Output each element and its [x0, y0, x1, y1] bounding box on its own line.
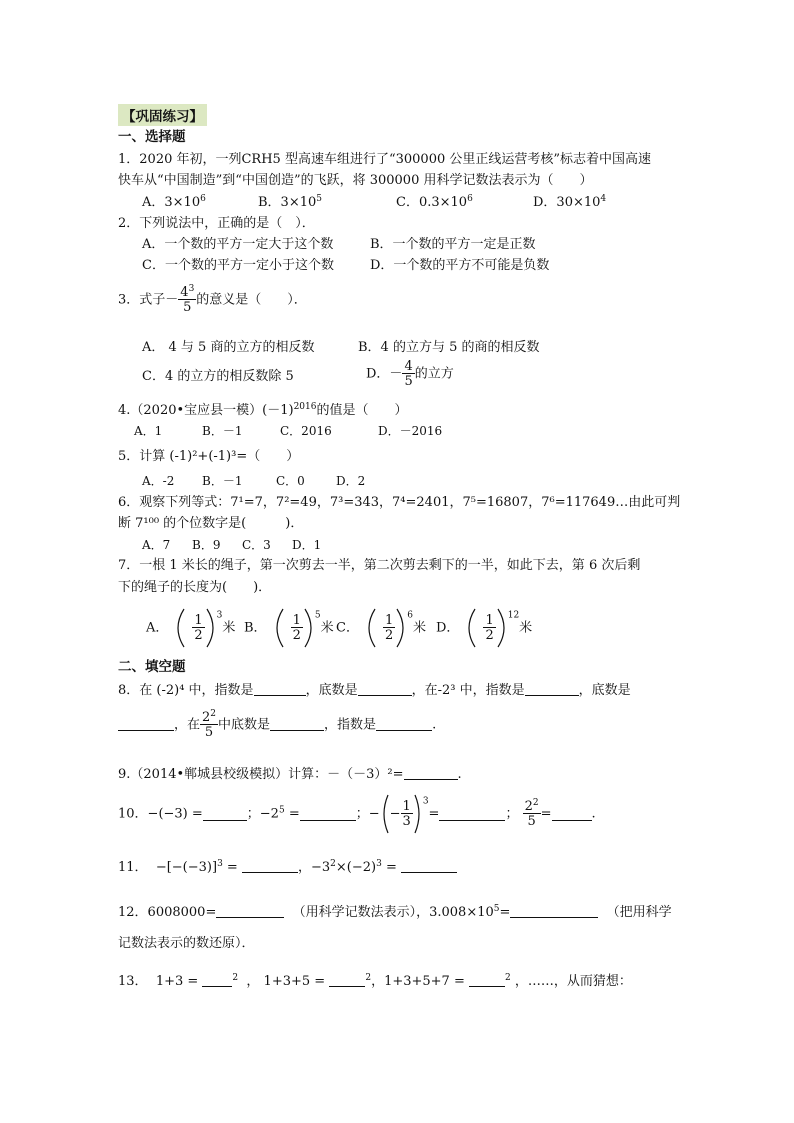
q8-blank1	[254, 683, 306, 696]
q4-option-c: C．2016	[280, 424, 332, 438]
q1-option-c: C．$0.3\times 10^6$	[396, 194, 473, 210]
q4-option-b: B．－1	[202, 424, 243, 438]
q12-line2: 记数法表示的数还原）．	[118, 936, 255, 951]
q8-blank2	[358, 683, 412, 696]
q7-option-c: C． $\frac{1}{2}$ $^6$米	[336, 606, 426, 650]
q2-option-b: B．一个数的平方一定是正数	[370, 237, 536, 252]
q1-option-d: D．$30\times 10^4$	[533, 194, 607, 210]
q11: 11． $-[-(-3)]^3$ = ，$-3^2\times(-2)^3$ =	[118, 860, 457, 874]
q2-stem: 2．下列说法中，正确的是（ ）．	[118, 216, 315, 231]
section-label: 【巩固练习】	[118, 104, 207, 126]
q8-blank4	[118, 718, 174, 731]
q13: 13． 1+3 = $^2$ ， 1+3+5 = $^2$，1+3+5+7 = $^2$ ，……，从而猜想：	[118, 973, 632, 989]
q5-stem: 5．计算 (-1)²+(-1)³=（ ）	[118, 449, 300, 464]
q5-option-b: B．－1	[202, 474, 243, 488]
q4-option-d: D．－2016	[378, 424, 443, 438]
q3-fraction: $\frac{4^3}{5}$	[180, 284, 195, 315]
q3-option-c: C．4 的立方的相反数除 5	[142, 369, 294, 384]
q6-option-c: C．3	[242, 538, 271, 552]
q2-option-a: A．一个数的平方一定大于这个数	[142, 237, 334, 252]
q9-blank	[404, 767, 458, 780]
q6-line2: 断 7¹⁰⁰ 的个位数字是( )．	[118, 516, 304, 531]
q3-stem: 3．式子－ $\frac{4^3}{5}$ 的意义是（ ）．	[118, 284, 307, 315]
q6-option-a: A．7	[142, 538, 171, 552]
q1-option-a: A．$3\times 10^6$	[142, 194, 206, 210]
q4-option-a: A．1	[134, 424, 163, 438]
q1-option-b: B．$3\times 10^5$	[258, 194, 322, 210]
part1-heading: 一、选择题	[118, 129, 186, 145]
q1-line2: 快车从“中国制造”到“中国创造”的飞跃，将 300000 用科学记数法表示为（ ）	[118, 173, 593, 188]
q7-option-a: A． $\frac{1}{2}$ $^3$米	[146, 606, 235, 650]
q2-option-d: D．一个数的平方不可能是负数	[370, 258, 550, 273]
part2-heading: 二、填空题	[118, 659, 186, 675]
q6-option-b: B．9	[192, 538, 221, 552]
q10: 10．−(−3) = ；$-2^5$ = ；− − $\frac{1}{3}$ $^3$= ； $\frac{2^2}{5}$ = .	[118, 792, 596, 836]
q5-option-a: A．-2	[142, 474, 175, 488]
q6-line1: 6．观察下列等式：7¹=7，7²=49，7³=343，7⁴=2401，7⁵=16807，7⁶=117649…由此可判	[118, 495, 681, 510]
q9: 9.（2014•郸城县校级模拟）计算：－（－3）²= .	[118, 767, 462, 782]
q2-option-c: C．一个数的平方一定小于这个数	[142, 258, 334, 273]
q8-line1: 8．在 (-2)⁴ 中，指数是 ，底数是 ，在-2³ 中，指数是 ，底数是	[118, 683, 631, 698]
q6-option-d: D．1	[292, 538, 322, 552]
q5-option-c: C．0	[276, 474, 305, 488]
q12-line1: 12．6008000= （用科学记数法表示），$3.008\times 10^5=$ （把用科学	[118, 904, 672, 920]
q8-blank3	[525, 683, 579, 696]
q3-option-d: D．－ $\frac{4}{5}$ 的立方	[366, 359, 454, 389]
q7-option-b: B． $\frac{1}{2}$ $^5$米	[244, 606, 334, 650]
paren-left	[168, 606, 192, 650]
q8-line2: ，在 $\frac{2^2}{5}$ 中底数是 ，指数是 .	[118, 711, 436, 739]
q7-option-d: D． $\frac{1}{2}$ $^{12}$米	[436, 606, 532, 650]
q8-blank5	[270, 718, 324, 731]
q5-option-d: D．2	[336, 474, 366, 488]
q7-line2: 下的绳子的长度为( )．	[118, 580, 272, 595]
q3-option-b: B．4 的立方与 5 的商的相反数	[358, 340, 540, 355]
q7-line1: 7．一根 1 米长的绳子，第一次剪去一半，第二次剪去剩下的一半，如此下去，第 6 次后剩	[118, 558, 641, 573]
q4-stem: 4.（2020•宝应县一模）$(-1)^{2016}$的值是（ ）	[118, 402, 408, 418]
q3-option-a: A． 4 与 5 商的立方的相反数	[142, 340, 315, 355]
q1-line1: 1．2020 年初，一列CRH5 型高速车组进行了“300000 公里正线运营考核”标志着中国高速	[118, 152, 652, 167]
q8-blank6	[376, 718, 432, 731]
paren-right	[205, 606, 217, 650]
